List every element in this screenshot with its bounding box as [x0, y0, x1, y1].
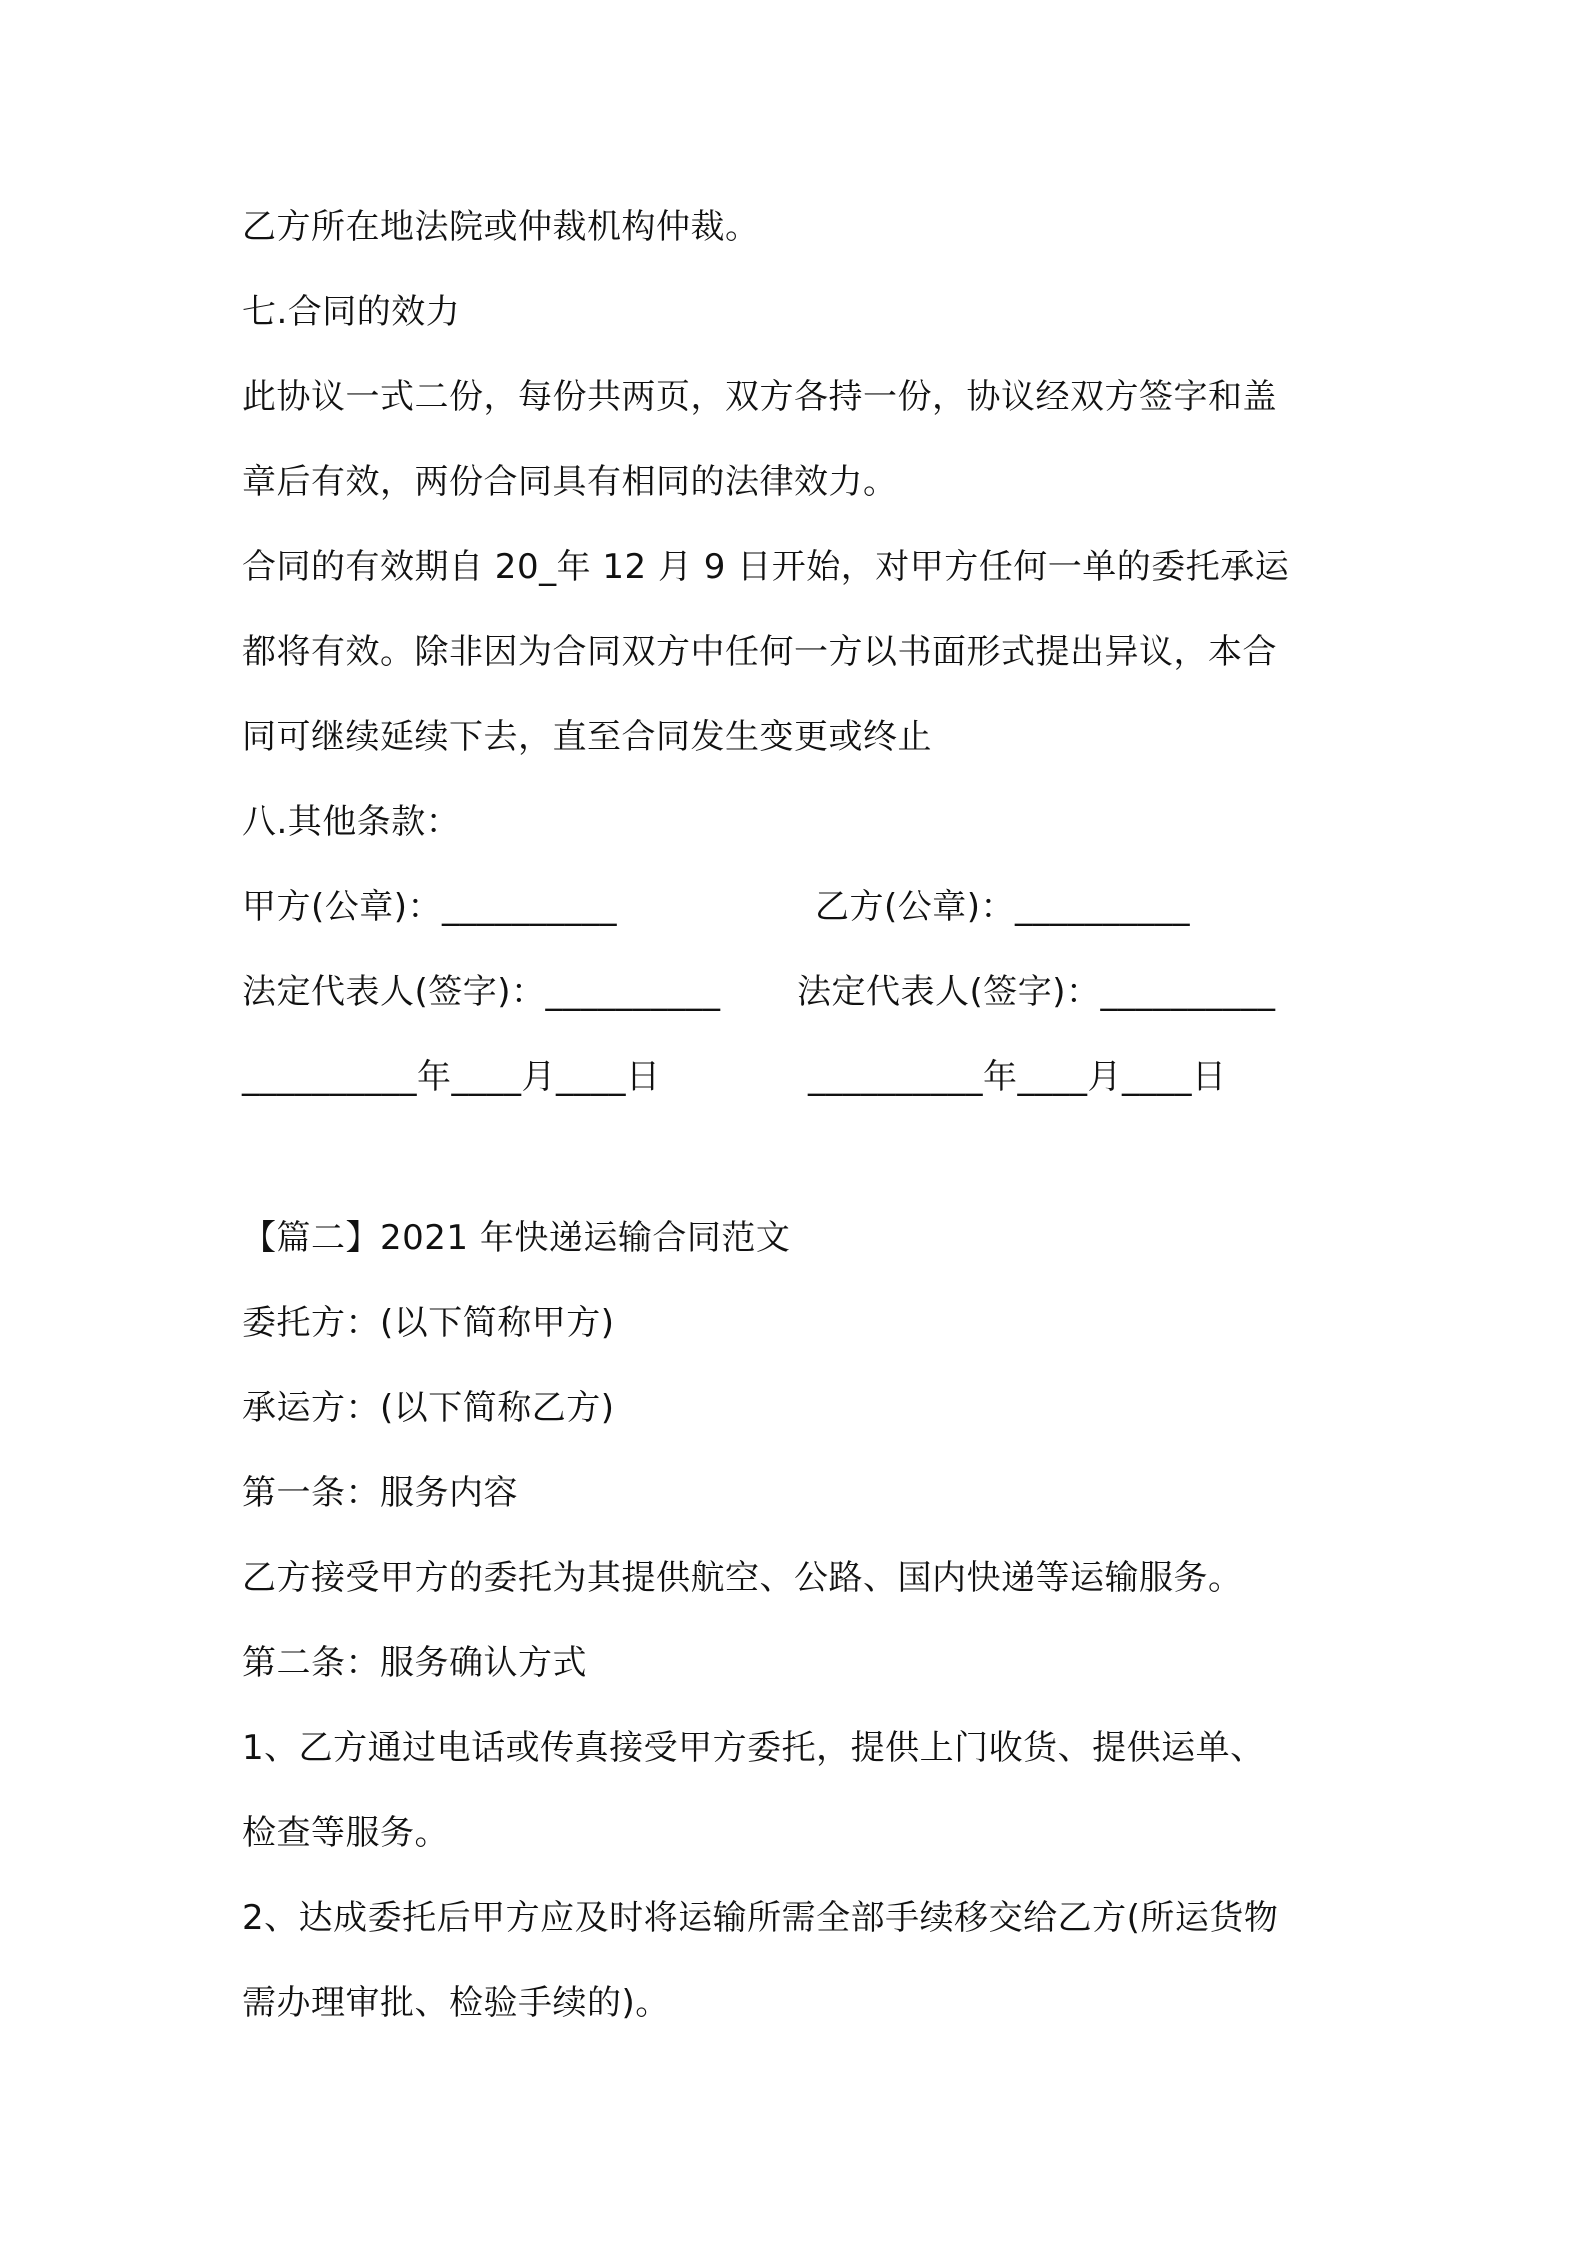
section-heading: 八.其他条款： [242, 802, 461, 842]
party-a-rep-field: 法定代表人(签字)：__________ [242, 972, 721, 1012]
party-b-seal-field: 乙方(公章)：__________ [815, 887, 1191, 927]
section-heading: 七.合同的效力 [242, 292, 461, 332]
paragraph-line: 都将有效。除非因为合同双方中任何一方以书面形式提出异议，本合 [242, 632, 1277, 672]
paragraph-line: 检查等服务。 [242, 1813, 449, 1853]
paragraph-line: 章后有效，两份合同具有相同的法律效力。 [242, 462, 898, 502]
paragraph-line: 委托方：(以下简称甲方) [242, 1303, 615, 1343]
article-heading: 第二条：服务确认方式 [242, 1643, 587, 1683]
paragraph-line: 2、达成委托后甲方应及时将运输所需全部手续移交给乙方(所运货物 [242, 1898, 1279, 1938]
paragraph-line: 1、乙方通过电话或传真接受甲方委托，提供上门收货、提供运单、 [242, 1728, 1265, 1768]
party-b-date-field: __________年____月____日 [808, 1057, 1227, 1097]
party-a-date-field: __________年____月____日 [242, 1057, 661, 1097]
paragraph-line: 同可继续延续下去，直至合同发生变更或终止 [242, 717, 932, 757]
paragraph-line: 此协议一式二份，每份共两页，双方各持一份，协议经双方签字和盖 [242, 377, 1277, 417]
document-title: 【篇二】2021 年快递运输合同范文 [242, 1218, 791, 1258]
paragraph-line: 承运方：(以下简称乙方) [242, 1388, 615, 1428]
paragraph-line: 需办理审批、检验手续的)。 [242, 1983, 670, 2023]
paragraph-line: 乙方所在地法院或仲裁机构仲裁。 [242, 207, 760, 247]
article-heading: 第一条：服务内容 [242, 1473, 518, 1513]
party-b-rep-field: 法定代表人(签字)：__________ [797, 972, 1276, 1012]
party-a-seal-field: 甲方(公章)：__________ [242, 887, 618, 927]
paragraph-line: 合同的有效期自 20_年 12 月 9 日开始，对甲方任何一单的委托承运 [242, 547, 1290, 587]
paragraph-line: 乙方接受甲方的委托为其提供航空、公路、国内快递等运输服务。 [242, 1558, 1243, 1598]
